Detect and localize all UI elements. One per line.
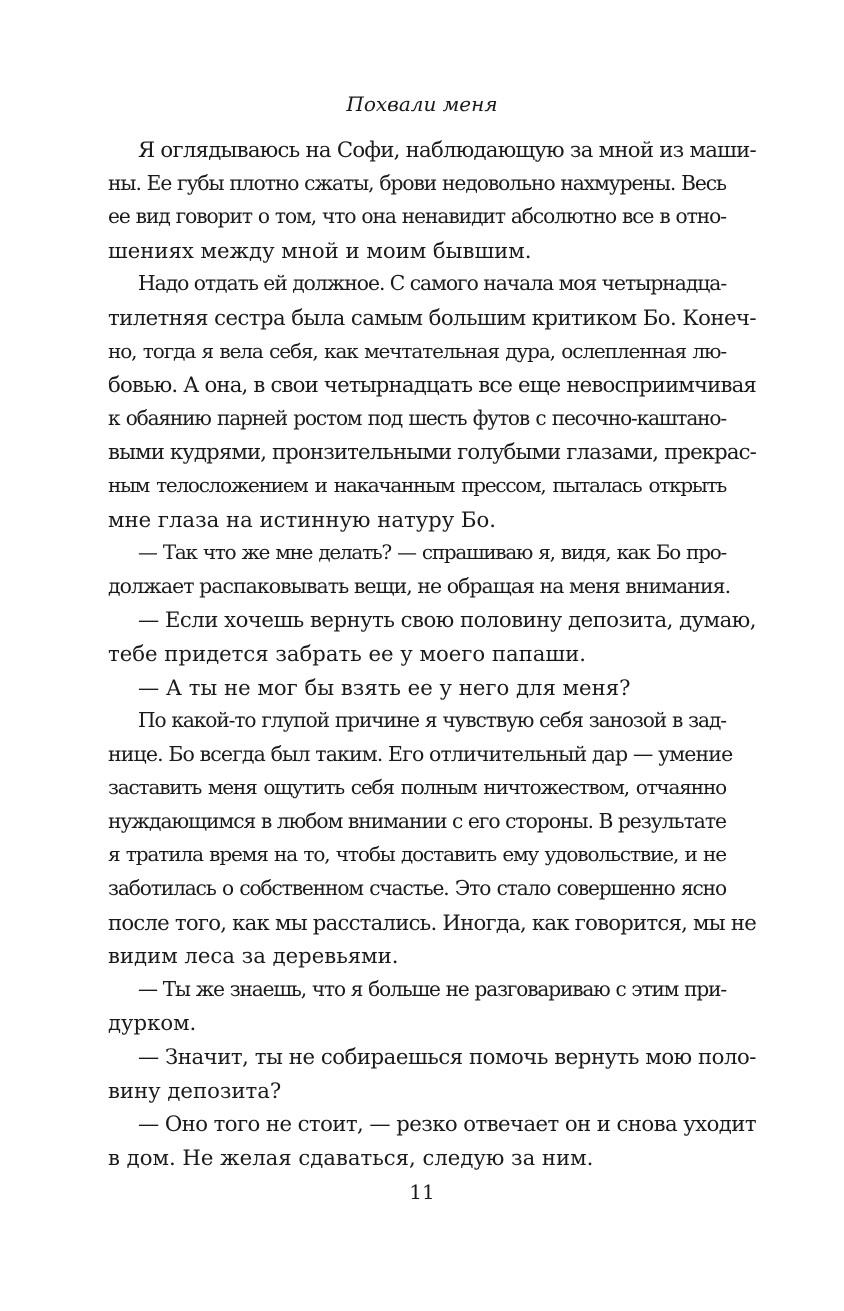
body-text [78,133,757,1174]
text-line: дурком. [108,1010,197,1036]
text-line: выми кудрями, пронзительными голубыми глазами, прекрас- [108,439,756,465]
running-head: Похвали меня [346,92,498,116]
text-line: тилетняя сестра была самым большим критиком Бо. Конеч- [108,304,756,330]
text-line: мне глаза на истинную натуру Бо. [108,506,496,532]
text-line: после того, как мы расстались. Иногда, как говорится, мы не [108,909,756,935]
text-line: — Ты же знаешь, что я больше не разговариваю с этим при- [138,976,726,1001]
text-line: — Так что же мне делать? — спрашиваю я, видя, как Бо про- [138,541,726,565]
page-number: 11 [409,1180,435,1204]
text-line: нуждающимся в любом внимании с его стороны. В результате [108,808,726,833]
text-line: — Значит, ты не собираешься помочь вернуть мою поло- [138,1044,756,1070]
text-line: должает распаковывать вещи, не обращая на меня внимания. [108,573,731,598]
text-line: ны. Ее губы плотно сжаты, брови недовольно нахмурены. Весь [108,170,726,195]
paragraph [78,1040,756,1107]
text-line: я тратила время на то, чтобы доставить ему удовольствие, и не [108,842,726,867]
text-line: По какой-то глупой причине я чувствую себя занозой в зад- [138,708,726,733]
text-line: в дом. Не желая сдаваться, следую за ним. [108,1144,594,1170]
paragraph [78,704,756,973]
text-line: к обаянию парней ростом под шесть футов с песочно-каштано- [108,405,726,430]
text-line: вину депозита? [108,1077,282,1103]
text-line: нице. Бо всегда был таким. Его отличительный дар — умение [108,741,733,766]
paragraph [78,133,756,267]
text-line: заставить меня ощутить себя полным ничтожеством, отчаянно [108,775,726,800]
paragraph [78,671,726,705]
paragraph [78,267,756,536]
paragraph [78,973,726,1040]
text-line: — Оно того не стоит, — резко отвечает он и снова уходит [138,1111,757,1137]
paragraph [78,1107,757,1174]
text-line: заботилась о собственном счастье. Это стало совершенно ясно [108,876,726,901]
text-line: видим леса за деревьями. [108,943,399,969]
text-line: бовью. А она, в свои четырнадцать все еще невосприимчивая [108,372,756,398]
text-line: — Если хочешь вернуть свою половину депозита, думаю, [138,607,756,633]
paragraph [78,603,756,670]
text-line: шениях между мной и моим бывшим. [108,237,532,263]
text-line: Надо отдать ей должное. С самого начала моя четырнадца- [138,271,727,296]
paragraph [78,536,731,603]
text-line: — А ты не мог бы взять ее у него для меня? [138,674,631,700]
text-line: но, тогда я вела себя, как мечтательная дура, ослепленная лю- [108,338,726,363]
text-line: тебе придется забрать ее у моего папаши. [108,640,586,666]
text-line: Я оглядываюсь на Софи, наблюдающую за мной из маши- [138,137,756,162]
text-line: ее вид говорит о том, что она ненавидит абсолютно все в отно- [108,204,726,229]
text-line: ным телосложением и накачанным прессом, пыталась открыть [108,472,726,497]
